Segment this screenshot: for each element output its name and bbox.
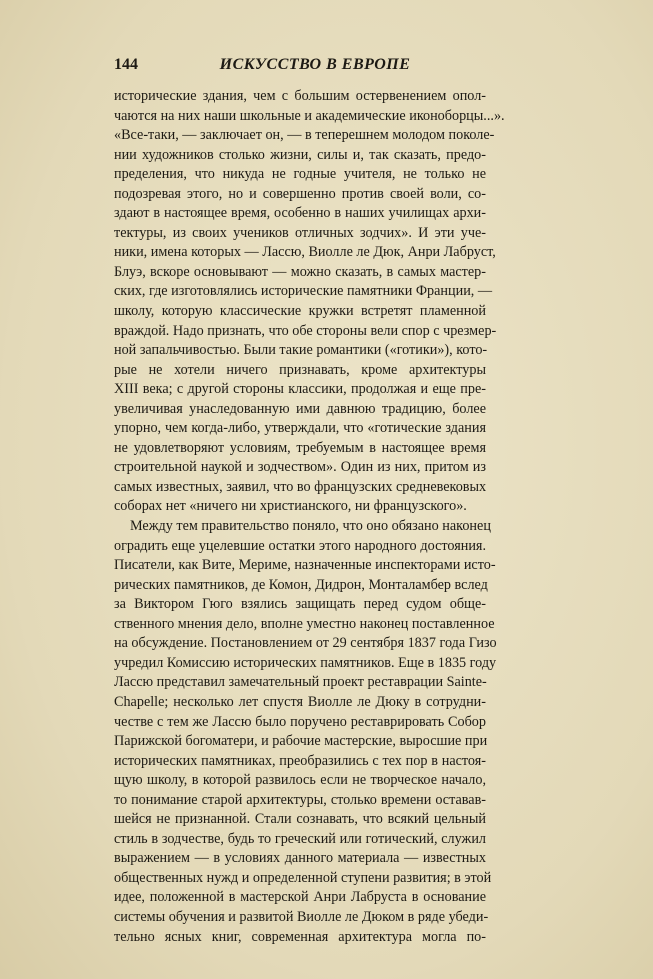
text-line: честве с тем же Лассю было поручено реставрировать Собор <box>114 713 486 730</box>
text-line: рые не хотели ничего признавать, кроме архитектуры <box>114 361 486 378</box>
text-line: щую школу, в которой развилось если не творческое начало, <box>114 772 486 789</box>
text-line: ственного мнения дело, вполне уместно наконец поставленное <box>114 615 495 632</box>
text-line: ских, где изготовлялись исторические памятники Франции, — <box>114 283 493 300</box>
text-line: самых известных, заявил, что во французских средневековых <box>114 478 487 495</box>
text-line: исторических памятниках, преобразились с тех пор в настоя- <box>114 752 486 769</box>
text-line: ной запальчивостью. Были такие романтики («готики»), кото- <box>114 342 488 359</box>
body-text <box>114 87 505 947</box>
text-line: за Виктором Гюго взялись защищать перед судом обще- <box>114 596 486 613</box>
text-line: идее, положенной в мастерской Анри Лабруста в основание <box>114 889 486 906</box>
text-line: стиль в зодчестве, будь то греческий или готический, служил <box>114 830 486 847</box>
text-line: пределения, что никуда не годные учителя, не только не <box>114 166 486 183</box>
text-line: Chapelle; несколько лет спустя Виолле ле Дюку в сотрудни- <box>114 693 486 710</box>
text-line: системы обучения и развитой Виолле ле Дюком в ряде убеди- <box>114 908 489 925</box>
text-line: Блуэ, вскоре основывают — можно сказать, в самых мастер- <box>114 263 486 280</box>
text-line: «Все-таки, — заключает он, — в теперешнем молодом поколе- <box>114 127 495 144</box>
page-number: 144 <box>114 56 138 73</box>
text-line: рических памятников, де Комон, Дидрон, Монталамбер вслед <box>114 576 488 593</box>
text-line: тектуры, из своих учеников отличных зодчих». И эти уче- <box>114 224 486 241</box>
text-line: соборах нет «ничего ни христианского, ни французского». <box>114 498 467 515</box>
page-header <box>114 56 486 78</box>
text-line: оградить еще уцелевшие остатки этого народного достояния. <box>114 537 486 554</box>
text-line: подозревая этого, но и совершенно против своей воли, со- <box>114 185 486 202</box>
text-line: Писатели, как Вите, Мериме, назначенные инспекторами исто- <box>114 557 496 574</box>
text-line: враждой. Надо признать, что обе стороны вели спор с чрезмер- <box>114 322 497 339</box>
text-line: упорно, чем когда-либо, утверждали, что «готические здания <box>114 420 486 437</box>
text-line: чаются на них наши школьные и академические иконоборцы...». <box>114 107 505 124</box>
text-line: школу, которую классические кружки встретят пламенной <box>114 303 486 320</box>
text-line: увеличивая унаследованную ими давнюю традицию, более <box>114 400 486 417</box>
text-line: то понимание старой архитектуры, столько времени оставав- <box>114 791 486 808</box>
text-line: здают в настоящее время, особенно в наших училищах архи- <box>114 205 486 222</box>
text-line: шейся не признанной. Стали сознавать, что всякий цельный <box>114 811 486 828</box>
running-title: ИСКУССТВО В ЕВРОПЕ <box>219 56 411 73</box>
text-line: Между тем правительство поняло, что оно обязано наконец <box>130 518 491 535</box>
text-line: выражением — в условиях данного материала — известных <box>114 850 486 867</box>
text-line: учредил Комиссию исторических памятников. Еще в 1835 году <box>114 654 497 671</box>
text-line: тельно ясных книг, современная архитектура могла по- <box>114 928 486 945</box>
text-line: строительной наукой и зодчеством». Один из них, притом из <box>114 459 486 476</box>
text-line: исторические здания, чем с большим остервенением опол- <box>114 88 486 104</box>
text-line: Лассю представил замечательный проект реставрации Sainte- <box>114 674 487 691</box>
text-line: нии художников столько жизни, силы и, так сказать, предо- <box>114 146 486 163</box>
text-line: Парижской богоматери, и рабочие мастерские, выросшие при <box>114 733 488 750</box>
text-line: на обсуждение. Постановлением от 29 сентября 1837 года Гизо <box>114 635 497 652</box>
text-line: ники, имена которых — Лассю, Виолле ле Дюк, Анри Лабруст, <box>114 244 496 261</box>
text-line: общественных нужд и определенной ступени развития; в этой <box>114 869 492 886</box>
text-line: не удовлетворяют условиям, требуемым в настоящее время <box>114 439 486 456</box>
text-line: XIII века; с другой стороны классики, продолжая и еще пре- <box>114 381 486 398</box>
